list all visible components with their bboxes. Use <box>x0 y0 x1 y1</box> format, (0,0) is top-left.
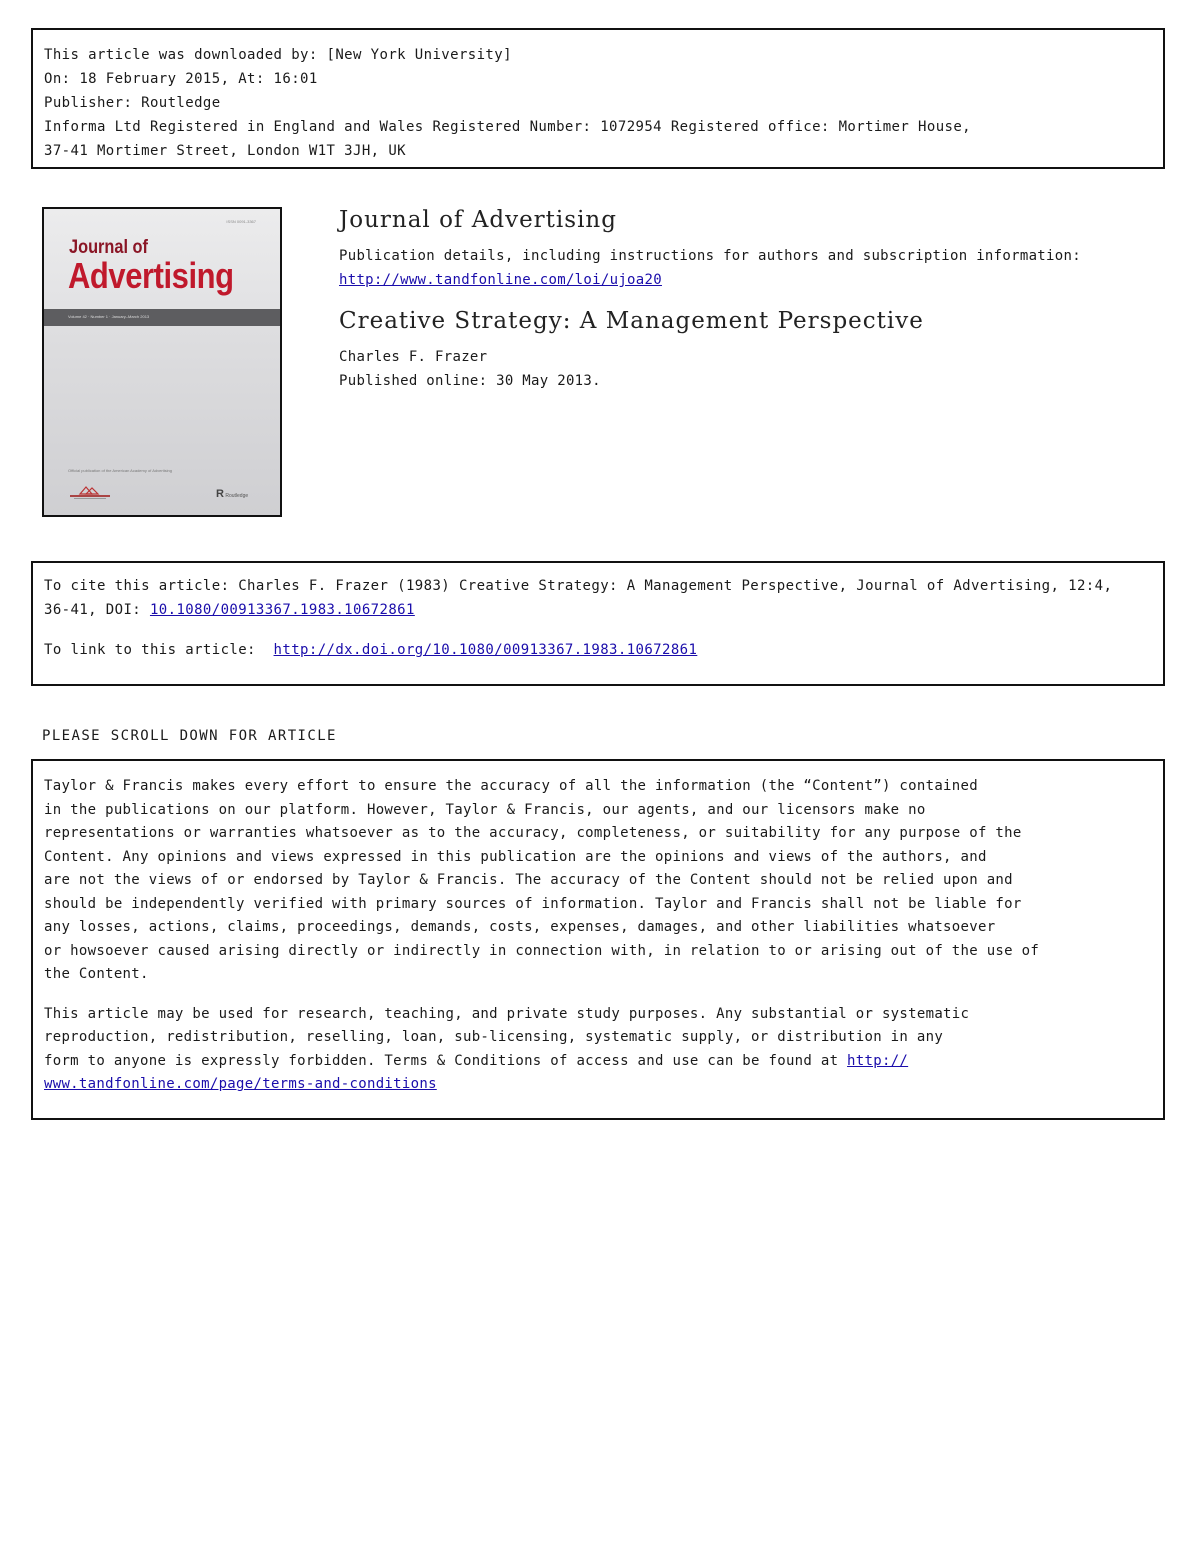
article-title: Creative Strategy: A Management Perspective <box>339 308 924 334</box>
disclaimer-line: in the publications on our platform. However, Taylor & Francis, our agents, and our licensors make no <box>44 801 926 818</box>
published-date: Published online: 30 May 2013. <box>339 373 601 389</box>
journal-url-link[interactable]: http://www.tandfonline.com/loi/ujoa20 <box>339 272 662 288</box>
citation-spacer <box>44 622 1163 638</box>
download-info-line: On: 18 February 2015, At: 16:01 <box>44 71 318 87</box>
cover-issue-band <box>44 309 280 326</box>
citation-line2 <box>44 598 1163 622</box>
disclaimer-line: Taylor & Francis makes every effort to ensure the accuracy of all the information (the “Content”) contained <box>44 778 978 794</box>
download-info-line: Publisher: Routledge <box>44 95 221 111</box>
disclaimer-line: Content. Any opinions and views expressed in this publication are the opinions and views of the authors, and <box>44 848 987 865</box>
disclaimer-box <box>31 759 1165 1120</box>
disclaimer-line <box>44 1073 1163 1097</box>
disclaimer-line: should be independently verified with primary sources of information. Taylor and Francis shall not be liable for <box>44 895 1022 912</box>
cover-issue-text: Volume 42 · Number 1 · January–March 2013 <box>68 314 150 319</box>
link-prefix: To link to this article: <box>44 642 274 658</box>
cover-publisher-name: Routledge <box>225 493 249 499</box>
disclaimer-line: representations or warranties whatsoever as to the accuracy, completeness, or suitability for any purpose of the <box>44 825 1022 841</box>
disclaimer-line <box>44 1050 1163 1074</box>
disclaimer-paragraph-1 <box>44 775 1163 987</box>
disclaimer-line: This article may be used for research, teaching, and private study purposes. Any substantial or systematic <box>44 1005 970 1022</box>
doi-link[interactable]: 10.1080/00913367.1983.10672861 <box>149 602 415 618</box>
aaa-logo-icon <box>66 485 118 501</box>
disclaimer-line: are not the views of or endorsed by Taylor & Francis. The accuracy of the Content should not be relied upon and <box>44 872 1013 888</box>
cover-title-line1: Journal of <box>69 237 148 258</box>
terms-link-part1[interactable]: http:// <box>847 1052 909 1069</box>
terms-link-part2[interactable]: www.tandfonline.com/page/terms-and-conditions <box>44 1076 437 1092</box>
disclaimer-line: reproduction, redistribution, reselling, loan, sub-licensing, systematic supply, or distribution in any <box>44 1029 944 1045</box>
scroll-notice: PLEASE SCROLL DOWN FOR ARTICLE <box>42 728 337 744</box>
citation-link-line <box>44 638 1163 662</box>
download-info-box <box>31 28 1165 169</box>
download-info-line: This article was downloaded by: [New York University] <box>44 47 512 63</box>
disclaimer-paragraph-2 <box>44 1003 1163 1097</box>
citation-doi-prefix: 36-41, DOI: <box>44 602 150 618</box>
article-author: Charles F. Frazer <box>339 349 488 365</box>
terms-prefix: form to anyone is expressly forbidden. Terms & Conditions of access and use can be found at <box>44 1052 848 1069</box>
journal-cover-image <box>42 207 282 517</box>
citation-line1: To cite this article: Charles F. Frazer (1983) Creative Strategy: A Management Perspective, Journal of Advertising, 12:4, <box>44 578 1113 594</box>
cover-official-text: Official publication of the American Academy of Advertising <box>68 468 172 473</box>
cover-issn: ISSN 0091-3367 <box>226 219 256 224</box>
disclaimer-line: or howsoever caused arising directly or indirectly in connection with, in relation to or arising out of the use of <box>44 942 1040 959</box>
download-info-line: Informa Ltd Registered in England and Wales Registered Number: 1072954 Registered office: Mortimer House, <box>44 119 972 135</box>
cover-publisher-mark <box>216 488 248 500</box>
journal-title: Journal of Advertising <box>339 207 617 233</box>
routledge-logo-icon: R <box>216 488 224 500</box>
disclaimer-line: any losses, actions, claims, proceedings, demands, costs, expenses, damages, and other liabilities whatsoever <box>44 919 996 935</box>
article-doi-url-link[interactable]: http://dx.doi.org/10.1080/00913367.1983.10672861 <box>273 642 698 658</box>
disclaimer-line: the Content. <box>44 966 149 982</box>
paragraph-gap <box>44 987 1163 1003</box>
citation-box <box>31 561 1165 686</box>
cover-title-line2: Advertising <box>68 255 234 296</box>
publication-details: Publication details, including instructions for authors and subscription information: <box>339 248 1081 264</box>
download-info-line: 37-41 Mortimer Street, London W1T 3JH, UK <box>44 143 406 159</box>
